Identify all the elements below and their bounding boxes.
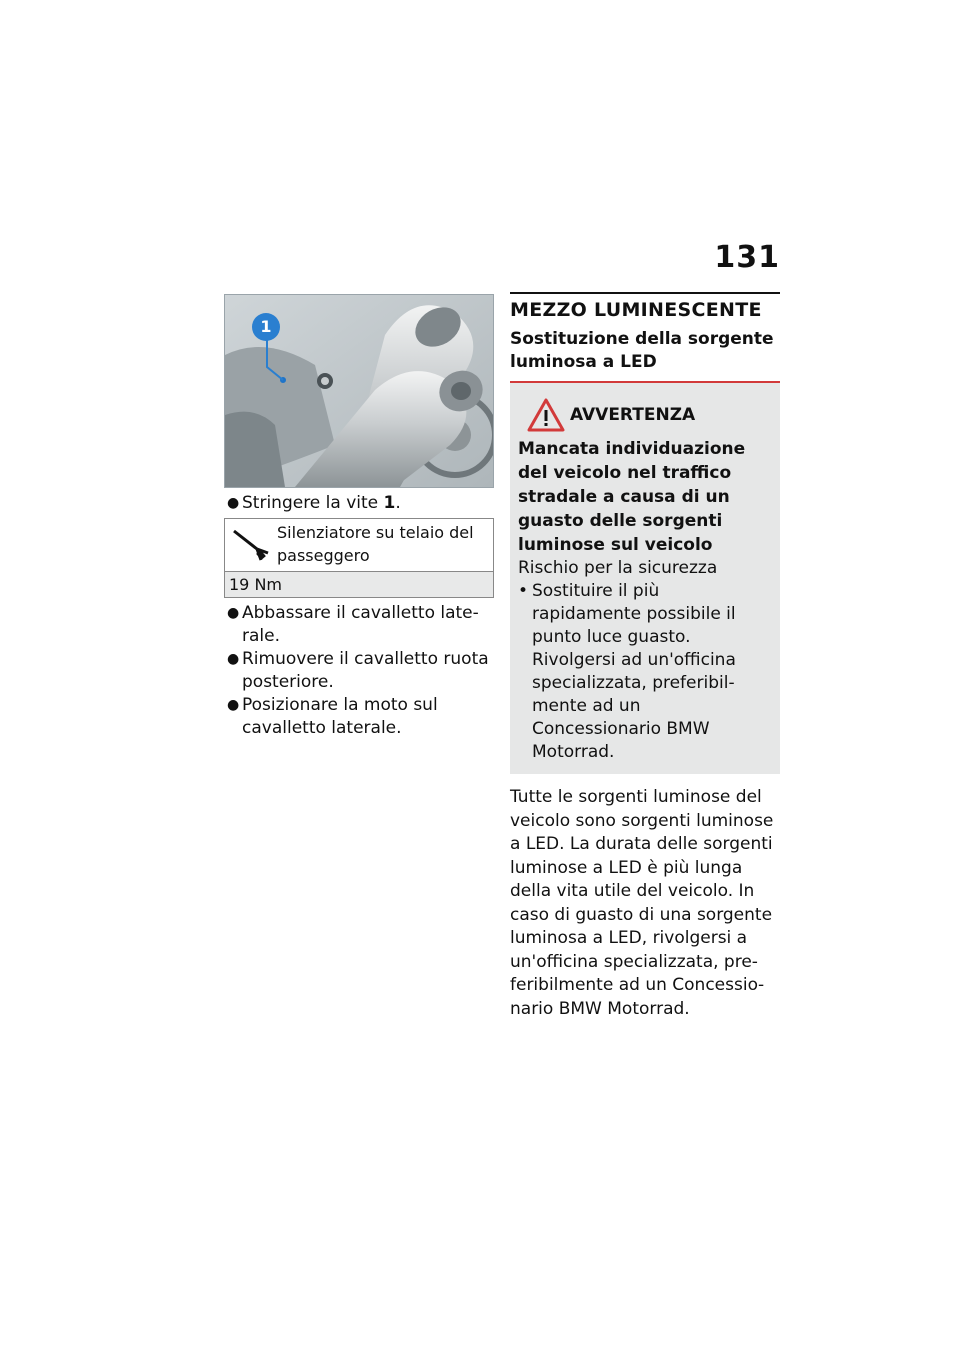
- step-tighten-screw: [224, 492, 494, 515]
- warning-action: [518, 580, 772, 764]
- step-text: Abbassare il cavalletto laterale.: [242, 603, 479, 646]
- warning-consequence: Rischio per la sicurezza: [518, 558, 718, 578]
- section-subheading: Sostituzione della sorgente luminosa a LED: [510, 328, 780, 383]
- wrench-icon: [231, 527, 271, 563]
- step-remove-rear-stand: [224, 648, 494, 694]
- torque-label: Silenziatore su telaio del passeggero: [277, 523, 474, 565]
- step-tail: .: [395, 493, 401, 513]
- step-text: Rimuovere il cavalletto ruota posteriore.: [242, 649, 489, 692]
- step-text: Posizionare la moto sul cavalletto laterale.: [242, 695, 438, 738]
- bullet-icon: ●: [227, 495, 240, 511]
- right-column: [510, 292, 780, 1021]
- photo-callout-1: 1: [260, 317, 272, 336]
- torque-value: 19 Nm: [225, 572, 493, 597]
- step-ref: 1: [383, 493, 396, 513]
- page-number: 131: [714, 240, 780, 275]
- exhaust-photo: [224, 294, 494, 488]
- step-position-side-stand: [224, 694, 494, 740]
- warning-action-text: Sostituire il più rapidamente possibile il punto luce guasto. Rivolgersi ad un'officina specializzata, preferibilmente ad un Concessionario BMW Motorrad.: [532, 581, 736, 762]
- step-lower-stand: [224, 602, 494, 648]
- bullet-icon: ●: [227, 697, 240, 713]
- bullet-icon: ●: [227, 605, 240, 621]
- left-column: [224, 492, 494, 740]
- step-text: Stringere la vite: [242, 493, 384, 513]
- warning-title: AVVERTENZA: [570, 405, 696, 425]
- torque-table: [224, 518, 494, 598]
- bullet-icon: ●: [227, 651, 240, 667]
- warning-triangle-icon: [526, 397, 566, 433]
- section-heading: MEZZO LUMINESCENTE: [510, 292, 780, 322]
- warning-hazard: Mancata individuazione del veicolo nel traffico stradale a causa di un guasto delle sorgenti luminose sul veicolo: [518, 439, 746, 555]
- warning-box: [510, 383, 780, 774]
- bullet-icon: •: [518, 581, 529, 601]
- body-paragraph: Tutte le sorgenti luminose del veicolo sono sorgenti luminose a LED. La durata delle sorgenti luminose a LED è più lunga della vita utile del veicolo. In caso di guasto di una sorgente luminosa a LED, rivolgersi a un'officina specializzata, preferibilmente ad un Concessionario BMW Motorrad.: [510, 787, 774, 1019]
